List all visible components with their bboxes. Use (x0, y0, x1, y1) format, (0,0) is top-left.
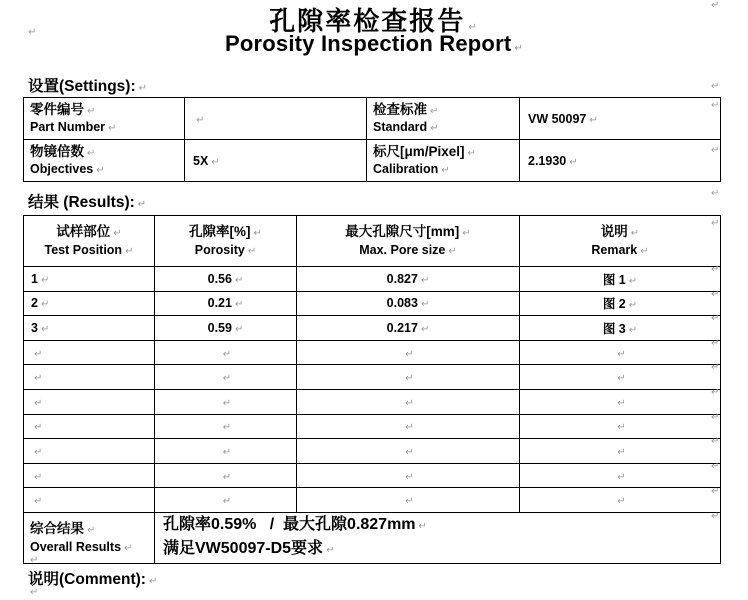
table-row (24, 291, 721, 316)
paragraph-mark: ↵ (34, 496, 43, 508)
paragraph-mark: ↵ (113, 227, 122, 239)
paragraph-mark: ↵ (211, 156, 220, 168)
paragraph-mark: ↵ (441, 165, 450, 177)
paragraph-mark: ↵ (617, 446, 626, 458)
paragraph-mark: ↵ (430, 123, 439, 135)
paragraph-mark: ↵ (711, 387, 720, 398)
paragraph-mark: ↵ (87, 525, 96, 537)
paragraph-mark: ↵ (628, 300, 638, 312)
standard-label-cell (367, 98, 520, 140)
calibration-value-cell[interactable]: 2.1930 ↵ (520, 140, 721, 182)
paragraph-mark: ↵ (234, 299, 244, 311)
pore-size-cell[interactable] (297, 340, 520, 365)
objectives-label-cell (24, 140, 185, 182)
paragraph-mark: ↵ (253, 227, 262, 239)
paragraph-mark: ↵ (467, 147, 476, 159)
paragraph-mark: ↵ (628, 275, 638, 287)
remark-cell[interactable]: 图 1 ↵ (520, 267, 721, 292)
paragraph-mark: ↵ (711, 81, 720, 92)
table-row (24, 316, 721, 341)
empty-table-row (24, 340, 721, 365)
porosity-cell[interactable] (155, 463, 297, 488)
paragraph-mark: ↵ (420, 274, 430, 286)
test-position-cell[interactable] (24, 340, 155, 365)
part-number-label-cell (24, 98, 185, 140)
paragraph-mark: ↵ (34, 422, 43, 434)
standard-label-en: Standard ↵ (373, 120, 439, 135)
empty-table-row (24, 389, 721, 414)
paragraph-mark: ↵ (711, 218, 720, 229)
porosity-cell[interactable] (155, 365, 297, 390)
porosity-cell[interactable] (155, 340, 297, 365)
paragraph-mark: ↵ (711, 511, 720, 522)
empty-table-row (24, 365, 721, 390)
pore-size-cell[interactable]: 0.827 ↵ (297, 267, 520, 292)
paragraph-mark: ↵ (462, 227, 471, 239)
paragraph-mark: ↵ (468, 22, 479, 33)
paragraph-mark: ↵ (405, 422, 414, 434)
remark-cell[interactable] (520, 389, 721, 414)
overall-results-line1: 孔隙率0.59% / 最大孔隙0.827mm ↵ (163, 515, 427, 533)
comment-heading-text: 说明(Comment): (28, 571, 146, 588)
paragraph-mark: ↵ (34, 348, 43, 360)
remark-cell[interactable]: 图 2 ↵ (520, 291, 721, 316)
paragraph-mark: ↵ (405, 348, 414, 360)
paragraph-mark: ↵ (617, 397, 626, 409)
paragraph-mark: ↵ (234, 274, 244, 286)
overall-results-row (24, 512, 721, 563)
paragraph-mark: ↵ (711, 289, 720, 300)
paragraph-mark: ↵ (630, 227, 640, 239)
results-header-row (24, 216, 721, 267)
paragraph-mark: ↵ (711, 264, 720, 275)
paragraph-mark: ↵ (711, 100, 720, 111)
remark-cell[interactable]: 图 3 ↵ (520, 316, 721, 341)
paragraph-mark: ↵ (711, 313, 720, 324)
paragraph-mark: ↵ (589, 114, 598, 126)
settings-row-1 (24, 98, 721, 140)
calibration-label-en: Calibration ↵ (373, 162, 450, 177)
column-header-max-pore-size: 最大孔隙尺寸[mm] ↵ Max. Pore size ↵ (297, 216, 520, 267)
pore-size-cell[interactable]: 0.217 ↵ (297, 316, 520, 341)
paragraph-mark: ↵ (617, 471, 626, 483)
table-row (24, 267, 721, 292)
paragraph-mark: ↵ (222, 446, 232, 458)
porosity-cell[interactable]: 0.56 ↵ (155, 267, 297, 292)
paragraph-mark: ↵ (711, 461, 720, 472)
paragraph-mark: ↵ (711, 145, 720, 156)
remark-cell[interactable] (520, 414, 721, 439)
paragraph-mark: ↵ (569, 156, 578, 168)
pore-size-cell[interactable] (297, 488, 520, 513)
paragraph-mark: ↵ (222, 496, 232, 508)
test-position-cell[interactable]: 3 ↵ (24, 316, 155, 341)
column-header-test-position: 试样部位 ↵ Test Position ↵ (24, 216, 155, 267)
paragraph-mark: ↵ (617, 373, 626, 385)
pore-size-cell[interactable] (297, 414, 520, 439)
porosity-cell[interactable]: 0.59 ↵ (155, 316, 297, 341)
column-header-remark: 说明 ↵ Remark ↵ (520, 216, 721, 267)
test-position-cell[interactable]: 2 ↵ (24, 291, 155, 316)
paragraph-mark: ↵ (30, 555, 39, 566)
remark-cell[interactable] (520, 365, 721, 390)
paragraph-mark: ↵ (34, 397, 43, 409)
paragraph-mark: ↵ (405, 446, 414, 458)
settings-heading (28, 74, 147, 96)
overall-results-label-cell (24, 512, 155, 563)
report-title-chinese-text: 孔隙率检查报告 (269, 6, 466, 36)
paragraph-mark: ↵ (40, 323, 50, 335)
report-title-english-text: Porosity Inspection Report (225, 31, 512, 56)
empty-table-row (24, 439, 721, 464)
paragraph-mark: ↵ (30, 587, 39, 598)
porosity-cell[interactable] (155, 488, 297, 513)
objectives-label-en: Objectives ↵ (30, 162, 105, 177)
overall-results-label-cn: 综合结果 ↵ (30, 521, 96, 537)
remark-cell[interactable] (520, 439, 721, 464)
overall-results-line2: 满足VW50097-D5要求 ↵ (163, 539, 335, 557)
paragraph-mark: ↵ (34, 471, 43, 483)
paragraph-mark: ↵ (40, 299, 50, 311)
paragraph-mark: ↵ (711, 436, 720, 447)
part-number-label-en: Part Number ↵ (30, 120, 117, 135)
paragraph-mark: ↵ (448, 245, 457, 257)
pore-size-cell[interactable] (297, 389, 520, 414)
settings-table (23, 97, 721, 182)
paragraph-mark: ↵ (640, 245, 649, 257)
porosity-cell[interactable] (155, 439, 297, 464)
paragraph-mark: ↵ (87, 147, 96, 159)
paragraph-mark: ↵ (138, 83, 148, 94)
test-position-cell[interactable] (24, 463, 155, 488)
remark-cell[interactable] (520, 340, 721, 365)
porosity-cell[interactable] (155, 389, 297, 414)
paragraph-mark: ↵ (34, 373, 43, 385)
pore-size-cell[interactable] (297, 463, 520, 488)
objectives-label-cn: 物镜倍数 ↵ (30, 143, 96, 159)
pore-size-cell[interactable] (297, 365, 520, 390)
comment-heading (28, 567, 157, 589)
paragraph-mark: ↵ (108, 123, 117, 135)
empty-table-row (24, 488, 721, 513)
test-position-cell[interactable] (24, 389, 155, 414)
paragraph-mark: ↵ (34, 446, 43, 458)
paragraph-mark: ↵ (234, 323, 244, 335)
paragraph-mark: ↵ (420, 299, 430, 311)
results-heading-text: 结果 (Results): (28, 194, 135, 211)
paragraph-mark: ↵ (405, 373, 414, 385)
paragraph-mark: ↵ (405, 496, 414, 508)
paragraph-mark: ↵ (711, 338, 720, 349)
remark-cell[interactable] (520, 488, 721, 513)
paragraph-mark: ↵ (420, 323, 430, 335)
paragraph-mark: ↵ (430, 105, 439, 117)
column-header-porosity: 孔隙率[%] ↵ Porosity ↵ (155, 216, 297, 267)
test-position-cell[interactable]: 1 ↵ (24, 267, 155, 292)
pore-size-cell[interactable]: 0.083 ↵ (297, 291, 520, 316)
paragraph-mark: ↵ (247, 245, 257, 257)
paragraph-mark: ↵ (124, 542, 133, 554)
paragraph-mark: ↵ (617, 422, 626, 434)
paragraph-mark: ↵ (196, 114, 205, 126)
overall-results-value-cell[interactable] (155, 512, 721, 563)
part-number-value-cell[interactable] (185, 98, 367, 140)
paragraph-mark: ↵ (617, 348, 626, 360)
paragraph-mark: ↵ (28, 27, 37, 38)
standard-label-cn: 检查标准 ↵ (373, 101, 439, 117)
paragraph-mark: ↵ (87, 105, 96, 117)
paragraph-mark: ↵ (711, 412, 720, 423)
paragraph-mark: ↵ (405, 397, 414, 409)
test-position-cell[interactable] (24, 414, 155, 439)
paragraph-mark: ↵ (137, 199, 147, 210)
test-position-cell[interactable] (24, 365, 155, 390)
paragraph-mark: ↵ (711, 362, 720, 373)
porosity-cell[interactable] (155, 414, 297, 439)
empty-table-row (24, 463, 721, 488)
results-table (23, 215, 721, 564)
paragraph-mark: ↵ (405, 471, 414, 483)
standard-value-cell[interactable]: VW 50097 ↵ (520, 98, 721, 140)
paragraph-mark: ↵ (125, 245, 134, 257)
empty-table-row (24, 414, 721, 439)
objectives-value-cell[interactable]: 5X ↵ (185, 140, 367, 182)
paragraph-mark: ↵ (711, 188, 720, 199)
paragraph-mark: ↵ (711, 486, 720, 497)
paragraph-mark: ↵ (96, 165, 105, 177)
paragraph-mark: ↵ (418, 520, 427, 532)
paragraph-mark: ↵ (326, 544, 335, 556)
test-position-cell[interactable] (24, 488, 155, 513)
calibration-label-cell (367, 140, 520, 182)
paragraph-mark: ↵ (222, 397, 232, 409)
paragraph-mark: ↵ (222, 348, 232, 360)
porosity-cell[interactable]: 0.21 ↵ (155, 291, 297, 316)
results-heading (28, 190, 146, 212)
paragraph-mark: ↵ (514, 43, 523, 54)
remark-cell[interactable] (520, 463, 721, 488)
paragraph-mark: ↵ (40, 274, 50, 286)
settings-row-2 (24, 140, 721, 182)
overall-results-label-en: Overall Results ↵ (30, 539, 133, 554)
paragraph-mark: ↵ (711, 0, 720, 11)
paragraph-mark: ↵ (222, 471, 232, 483)
part-number-label-cn: 零件编号 ↵ (30, 101, 96, 117)
paragraph-mark: ↵ (222, 422, 232, 434)
pore-size-cell[interactable] (297, 439, 520, 464)
test-position-cell[interactable] (24, 439, 155, 464)
paragraph-mark: ↵ (617, 496, 626, 508)
settings-heading-text: 设置(Settings): (28, 78, 136, 95)
report-title-english (0, 31, 748, 57)
paragraph-mark: ↵ (628, 324, 638, 336)
paragraph-mark: ↵ (222, 373, 232, 385)
calibration-label-cn: 标尺[μm/Pixel] ↵ (373, 143, 476, 159)
paragraph-mark: ↵ (148, 576, 158, 587)
